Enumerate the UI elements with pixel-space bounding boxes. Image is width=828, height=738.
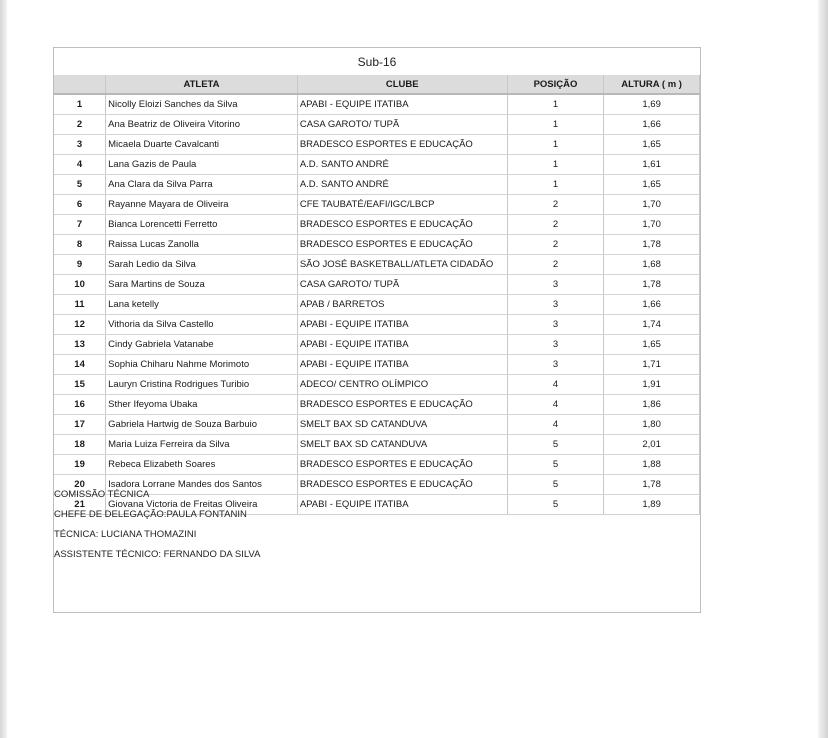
page-edge-right	[818, 0, 828, 738]
table-row	[54, 355, 700, 375]
position-value: 4	[507, 415, 604, 435]
table-row	[54, 275, 700, 295]
athlete-name: Lauryn Cristina Rodrigues Turibio	[106, 375, 298, 395]
club-name: BRADESCO ESPORTES E EDUCAÇÃO	[297, 395, 507, 415]
row-number: 14	[54, 355, 106, 375]
height-value: 1,70	[604, 195, 700, 215]
height-value: 1,69	[604, 94, 700, 115]
row-number: 10	[54, 275, 106, 295]
row-number: 12	[54, 315, 106, 335]
athlete-name: Maria Luiza Ferreira da Silva	[106, 435, 298, 455]
club-name: APABI - EQUIPE ITATIBA	[297, 495, 507, 515]
height-value: 1,88	[604, 455, 700, 475]
club-name: A.D. SANTO ANDRÉ	[297, 175, 507, 195]
height-value: 1,61	[604, 155, 700, 175]
row-number: 2	[54, 115, 106, 135]
athlete-name: Rebeca Elizabeth Soares	[106, 455, 298, 475]
position-value: 5	[507, 455, 604, 475]
table-row	[54, 415, 700, 435]
table-row	[54, 295, 700, 315]
position-value: 1	[507, 115, 604, 135]
height-value: 1,65	[604, 335, 700, 355]
athlete-name: Vithoria da Silva Castello	[106, 315, 298, 335]
staff-line: ASSISTENTE TÉCNICO: FERNANDO DA SILVA	[54, 549, 261, 560]
club-name: CASA GAROTO/ TUPÃ	[297, 115, 507, 135]
row-number: 7	[54, 215, 106, 235]
position-value: 3	[507, 295, 604, 315]
athlete-name: Lana ketelly	[106, 295, 298, 315]
athlete-name: Rayanne Mayara de Oliveira	[106, 195, 298, 215]
height-value: 1,74	[604, 315, 700, 335]
table-row	[54, 395, 700, 415]
athlete-name: Lana Gazis de Paula	[106, 155, 298, 175]
row-number: 5	[54, 175, 106, 195]
height-value: 1,78	[604, 475, 700, 495]
table-row	[54, 375, 700, 395]
athlete-name: Micaela Duarte Cavalcanti	[106, 135, 298, 155]
height-value: 1,71	[604, 355, 700, 375]
position-value: 1	[507, 94, 604, 115]
athlete-name: Ana Beatriz de Oliveira Vitorino	[106, 115, 298, 135]
position-value: 3	[507, 335, 604, 355]
height-value: 1,66	[604, 295, 700, 315]
table-row	[54, 455, 700, 475]
table-row	[54, 315, 700, 335]
height-value: 1,78	[604, 235, 700, 255]
athlete-name: Raissa Lucas Zanolla	[106, 235, 298, 255]
roster-title: Sub-16	[357, 55, 397, 69]
athlete-name: Giovana Victoria de Freitas Oliveira	[106, 495, 298, 515]
height-value: 2,01	[604, 435, 700, 455]
club-name: CFE TAUBATÉ/EAFI/IGC/LBCP	[297, 195, 507, 215]
height-value: 1,65	[604, 175, 700, 195]
athlete-name: Sarah Ledio da Silva	[106, 255, 298, 275]
row-number: 11	[54, 295, 106, 315]
position-value: 4	[507, 375, 604, 395]
staff-line: CHEFE DE DELEGAÇÃO:PAULA FONTANIN	[54, 509, 247, 520]
row-number: 15	[54, 375, 106, 395]
position-value: 2	[507, 215, 604, 235]
table-row	[54, 175, 700, 195]
position-value: 5	[507, 475, 604, 495]
row-number: 19	[54, 455, 106, 475]
table-row	[54, 195, 700, 215]
club-name: A.D. SANTO ANDRÉ	[297, 155, 507, 175]
club-name: APAB / BARRETOS	[297, 295, 507, 315]
header-posicao: POSIÇÃO	[507, 75, 604, 94]
club-name: CASA GAROTO/ TUPÃ	[297, 275, 507, 295]
table-row	[54, 135, 700, 155]
row-number: 18	[54, 435, 106, 455]
position-value: 1	[507, 135, 604, 155]
position-value: 2	[507, 255, 604, 275]
row-number: 6	[54, 195, 106, 215]
staff-line: TÉCNICA: LUCIANA THOMAZINI	[54, 529, 197, 540]
athlete-name: Sara Martins de Souza	[106, 275, 298, 295]
page-edge-left	[0, 0, 7, 738]
club-name: BRADESCO ESPORTES E EDUCAÇÃO	[297, 135, 507, 155]
staff-heading: COMISSÃO TÉCNICA	[54, 489, 150, 500]
club-name: BRADESCO ESPORTES E EDUCAÇÃO	[297, 235, 507, 255]
row-number: 13	[54, 335, 106, 355]
position-value: 2	[507, 195, 604, 215]
roster-body	[54, 94, 700, 515]
club-name: APABI - EQUIPE ITATIBA	[297, 355, 507, 375]
position-value: 5	[507, 495, 604, 515]
row-number: 1	[54, 94, 106, 115]
athlete-name: Nicolly Eloizi Sanches da Silva	[106, 94, 298, 115]
header-atleta: ATLETA	[106, 75, 298, 94]
row-number: 21	[54, 495, 106, 515]
height-value: 1,89	[604, 495, 700, 515]
athlete-name: Isadora Lorrane Mandes dos Santos	[106, 475, 298, 495]
header-number	[54, 75, 106, 94]
header-clube: CLUBE	[297, 75, 507, 94]
table-row	[54, 215, 700, 235]
club-name: APABI - EQUIPE ITATIBA	[297, 335, 507, 355]
height-value: 1,66	[604, 115, 700, 135]
position-value: 3	[507, 275, 604, 295]
club-name: BRADESCO ESPORTES E EDUCAÇÃO	[297, 455, 507, 475]
height-value: 1,91	[604, 375, 700, 395]
athlete-name: Cindy Gabriela Vatanabe	[106, 335, 298, 355]
row-number: 4	[54, 155, 106, 175]
row-number: 8	[54, 235, 106, 255]
club-name: APABI - EQUIPE ITATIBA	[297, 94, 507, 115]
row-number: 20	[54, 475, 106, 495]
height-value: 1,68	[604, 255, 700, 275]
header-altura: ALTURA ( m )	[604, 75, 700, 94]
height-value: 1,70	[604, 215, 700, 235]
roster-table	[54, 75, 700, 515]
club-name: APABI - EQUIPE ITATIBA	[297, 315, 507, 335]
club-name: BRADESCO ESPORTES E EDUCAÇÃO	[297, 215, 507, 235]
position-value: 2	[507, 235, 604, 255]
position-value: 5	[507, 435, 604, 455]
athlete-name: Sophia Chiharu Nahme Morimoto	[106, 355, 298, 375]
staff-block	[54, 485, 260, 565]
club-name: BRADESCO ESPORTES E EDUCAÇÃO	[297, 475, 507, 495]
club-name: SMELT BAX SD CATANDUVA	[297, 435, 507, 455]
table-row	[54, 155, 700, 175]
position-value: 1	[507, 155, 604, 175]
club-name: ADECO/ CENTRO OLÍMPICO	[297, 375, 507, 395]
athlete-name: Ana Clara da Silva Parra	[106, 175, 298, 195]
row-number: 9	[54, 255, 106, 275]
club-name: SÃO JOSÉ BASKETBALL/ATLETA CIDADÃO	[297, 255, 507, 275]
table-row	[54, 115, 700, 135]
athlete-name: Bianca Lorencetti Ferretto	[106, 215, 298, 235]
table-row	[54, 435, 700, 455]
position-value: 4	[507, 395, 604, 415]
height-value: 1,78	[604, 275, 700, 295]
table-header-row	[54, 75, 700, 94]
height-value: 1,65	[604, 135, 700, 155]
position-value: 3	[507, 355, 604, 375]
club-name: SMELT BAX SD CATANDUVA	[297, 415, 507, 435]
position-value: 3	[507, 315, 604, 335]
athlete-name: Sther Ifeyoma Ubaka	[106, 395, 298, 415]
table-row	[54, 235, 700, 255]
table-row	[54, 335, 700, 355]
row-number: 3	[54, 135, 106, 155]
table-row	[54, 94, 700, 115]
height-value: 1,80	[604, 415, 700, 435]
athlete-name: Gabriela Hartwig de Souza Barbuio	[106, 415, 298, 435]
table-row	[54, 255, 700, 275]
row-number: 17	[54, 415, 106, 435]
row-number: 16	[54, 395, 106, 415]
height-value: 1,86	[604, 395, 700, 415]
position-value: 1	[507, 175, 604, 195]
